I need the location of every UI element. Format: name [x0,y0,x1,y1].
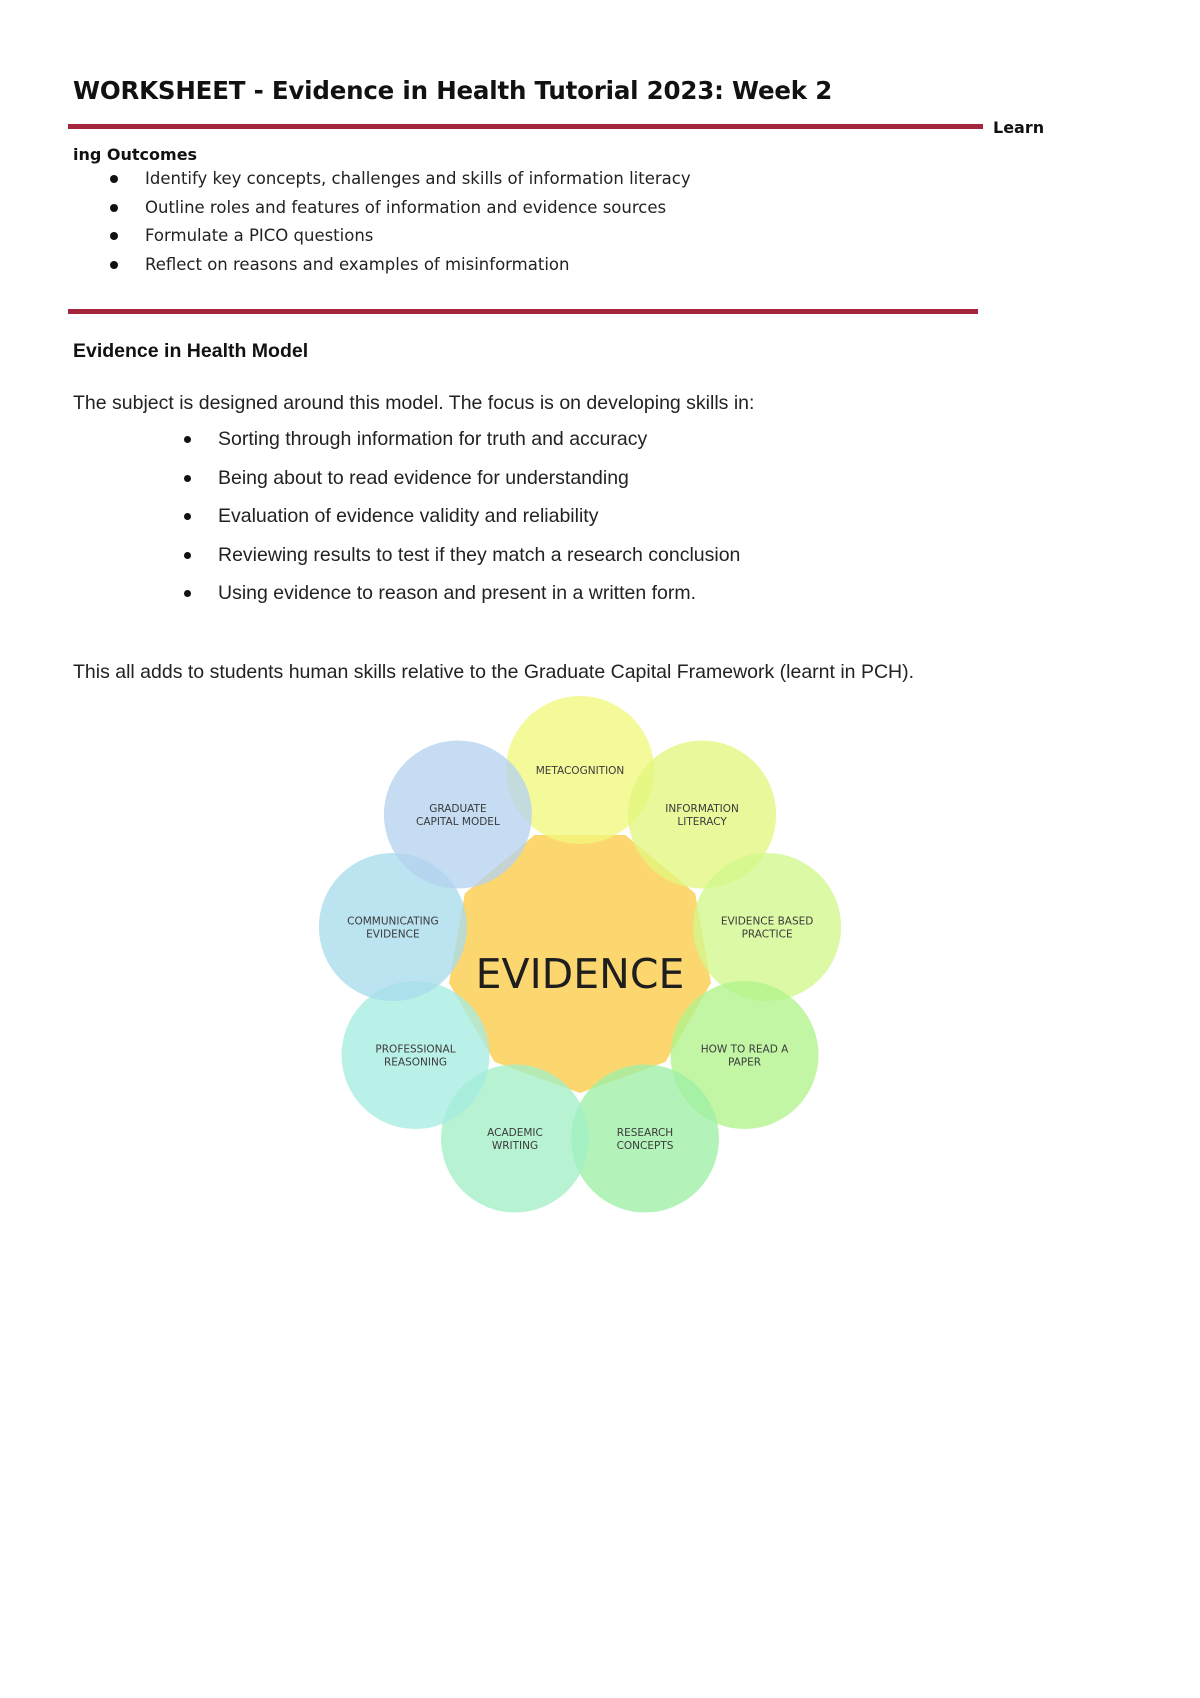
diagram-petal-label: EVIDENCE BASED PRACTICE [720,915,814,941]
learning-outcomes-heading: ing Outcomes [73,145,198,164]
diagram-petal-label: COMMUNICATING EVIDENCE [347,915,439,941]
learning-outcome-item: Reflect on reasons and examples of misinformation [0,255,691,284]
learning-outcome-item: Formulate a PICO questions [0,226,691,255]
skill-item: Reviewing results to test if they match a research conclusion [0,544,740,583]
section-intro: The subject is designed around this model. The focus is on developing skills in: [73,392,755,414]
learning-outcomes-heading-fragment: Learn [993,118,1045,137]
diagram-petal-label: METACOGNITION [535,765,625,777]
skill-item: Evaluation of evidence validity and reliability [0,505,740,544]
diagram-center-label: EVIDENCE [475,950,685,998]
closing-paragraph: This all adds to students human skills relative to the Graduate Capital Framework (learnt in PCH). [73,661,915,683]
diagram-petal-label: RESEARCH CONCEPTS [616,1127,674,1152]
diagram-petal-label: GRADUATE CAPITAL MODEL [415,803,500,828]
skill-item: Using evidence to reason and present in a written form. [0,582,740,621]
section-heading: Evidence in Health Model [73,340,309,362]
skill-item: Being about to read evidence for understanding [0,467,740,506]
learning-outcome-item: Outline roles and features of information and evidence sources [0,198,691,227]
diagram-petal-label: PROFESSIONAL REASONING [375,1043,456,1069]
diagram-petal-label: HOW TO READ A PAPER [700,1043,789,1069]
diagram-petal-label: ACADEMIC WRITING [487,1127,543,1152]
learning-outcome-item: Identify key concepts, challenges and skills of information literacy [0,169,691,198]
diagram-petal-label: INFORMATION LITERACY [665,803,739,828]
skill-item: Sorting through information for truth and accuracy [0,428,740,467]
page-title: WORKSHEET - Evidence in Health Tutorial 2023: Week 2 [73,76,833,105]
